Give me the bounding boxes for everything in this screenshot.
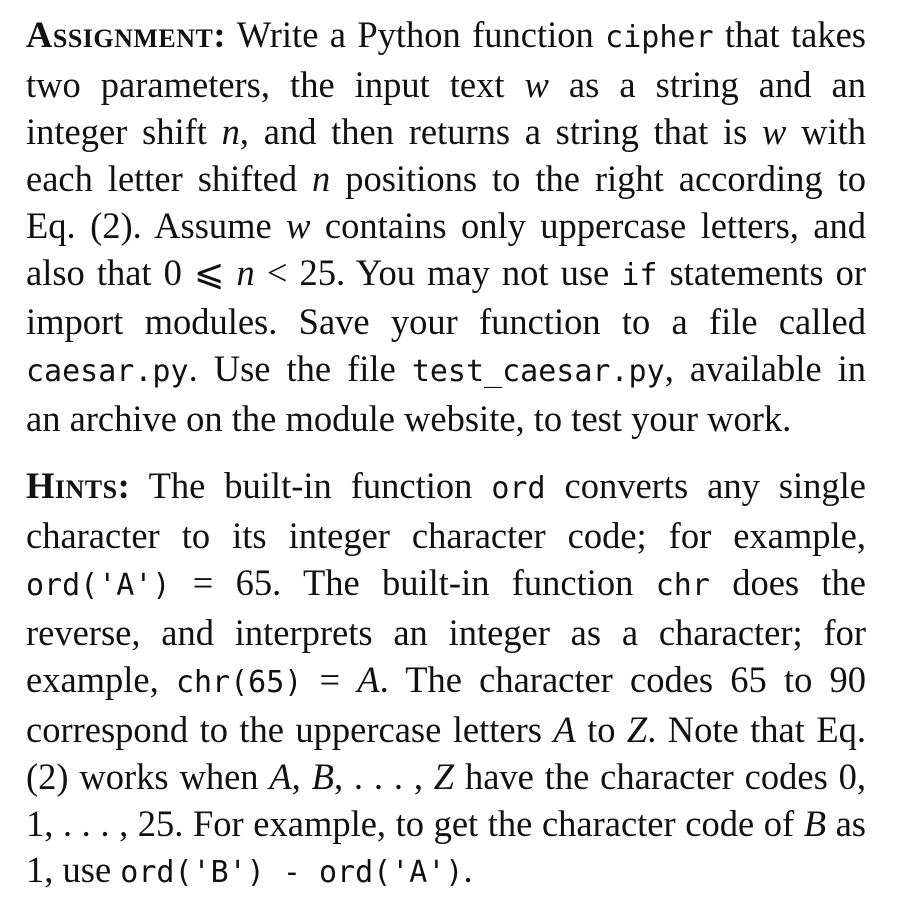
math-symbol: A: [553, 708, 576, 750]
text-run: . Note that Eq. (2) works when: [26, 708, 866, 797]
inline-code: chr(65): [175, 664, 303, 700]
math-symbol: n: [221, 110, 240, 152]
text-run: = 65. The built-in function: [170, 561, 656, 603]
text-run: , and then returns a string that is: [239, 110, 763, 152]
text-run: , . . . ,: [333, 755, 434, 797]
inline-code: ord('B') - ord('A'): [120, 855, 464, 891]
inline-code: if: [621, 257, 658, 293]
text-run: ,: [291, 755, 312, 797]
math-symbol: Z: [626, 708, 648, 750]
math-symbol: B: [803, 802, 827, 844]
text-run: =: [302, 658, 358, 700]
math-symbol: A: [269, 755, 292, 797]
math-symbol: w: [524, 63, 549, 105]
inline-code: ord: [491, 471, 546, 507]
document-page: [26, 12, 866, 897]
inline-code: chr: [655, 567, 710, 603]
text-run: to: [575, 708, 627, 750]
inline-code: cipher: [605, 20, 714, 55]
text-run: . Use the file: [188, 348, 412, 390]
math-symbol: w: [286, 204, 311, 246]
text-run: statements or import modules. Save your function to a file called: [26, 251, 867, 343]
math-symbol: B: [311, 755, 334, 797]
text-run: Write a Python function: [226, 14, 606, 55]
text-run: , available in an archive on the module website, to test your work.: [26, 348, 866, 440]
hints-paragraph: [26, 463, 866, 897]
text-run: .: [463, 849, 473, 891]
math-symbol: w: [762, 110, 787, 152]
math-symbol: n: [312, 157, 331, 199]
text-run: does the reverse, and interprets an integer as a character; for example,: [26, 561, 867, 700]
text-run: as 1, use: [26, 802, 867, 891]
text-run: that takes two parameters, the input text: [26, 14, 866, 105]
math-symbol: A: [357, 658, 380, 700]
text-run: contains only uppercase letters, and also that 0 ⩽: [26, 204, 866, 293]
math-symbol: Z: [433, 755, 455, 797]
text-run: have the character codes 0, 1, . . . , 25. For example, to get the character code of: [26, 755, 866, 844]
assignment-heading: Assignment:: [26, 14, 227, 55]
text-run: with each letter shifted: [26, 110, 866, 199]
inline-code: caesar.py: [26, 354, 189, 390]
math-symbol: n: [236, 251, 255, 293]
text-run: positions to the right according to Eq. (2). Assume: [26, 157, 866, 246]
text-run: converts any single character to its integer character code; for example,: [26, 465, 866, 557]
text-run: < 25. You may not use: [254, 251, 622, 293]
inline-code: test_caesar.py: [411, 354, 665, 390]
hints-body: [26, 465, 866, 890]
text-run: . The character codes 65 to 90 correspond to the uppercase letters: [26, 658, 866, 750]
assignment-paragraph: [26, 12, 866, 443]
assignment-body: [26, 14, 866, 439]
hints-heading: Hints:: [26, 465, 131, 507]
text-run: as a string and an integer shift: [26, 63, 866, 152]
text-run: The built-in function: [130, 465, 492, 507]
inline-code: ord('A'): [26, 567, 171, 603]
